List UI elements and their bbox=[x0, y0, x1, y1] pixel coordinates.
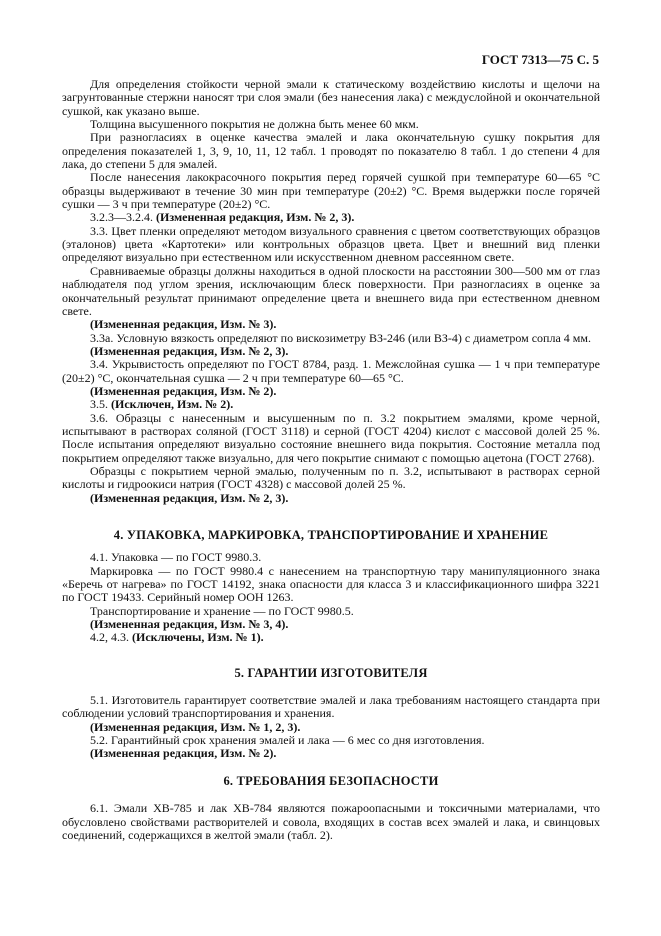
amendment-note: (Измененная редакция, Изм. № 1, 2, 3). bbox=[90, 719, 301, 734]
document-body bbox=[62, 78, 600, 842]
paragraph-text: 3.2.3—3.2.4. bbox=[90, 210, 156, 225]
paragraph-text: 3.6. Образцы с нанесенным и высушенным по п. 3.2 покрытием эмалями, кроме черной, испытывают в растворах соляной (ГОСТ 3118) и серной (ГОСТ 4204) кислот с массовой долей 25 %. После испытания определяют визуально состояние внешнего вида покрытия. Состояние металла под покрытием определяют также визуально, для чего покрытие снимают с помощью ацетона (ГОСТ 2768). bbox=[62, 410, 600, 465]
paragraph bbox=[62, 358, 600, 385]
paragraph-text: 4.1. Упаковка — по ГОСТ 9980.3. bbox=[90, 550, 262, 565]
paragraph bbox=[62, 734, 600, 747]
paragraph bbox=[62, 492, 600, 505]
paragraph bbox=[62, 118, 600, 131]
paragraph bbox=[62, 398, 600, 411]
paragraph-text: 3.5. bbox=[90, 397, 111, 412]
paragraph bbox=[62, 605, 600, 618]
amendment-note: (Исключены, Изм. № 1). bbox=[132, 630, 264, 645]
paragraph bbox=[62, 225, 600, 265]
paragraph-text: Маркировка — по ГОСТ 9980.4 с нанесением на транспортную тару манипуляционного знака «Беречь от нагрева» по ГОСТ 14192, знака опасности для класса 3 и классификационного шифра 3221 по ГОСТ 19433. Серийный номер ООН 1263. bbox=[62, 563, 600, 605]
section-6-body bbox=[62, 802, 600, 842]
amendment-note: (Исключен, Изм. № 2). bbox=[111, 397, 234, 412]
paragraph bbox=[62, 211, 600, 224]
paragraph-text: 5.1. Изготовитель гарантирует соответствие эмалей и лака требованиям настоящего стандарта при соблюдении условий транспортирования и хранения. bbox=[62, 693, 600, 721]
section-6-title: 6. ТРЕБОВАНИЯ БЕЗОПАСНОСТИ bbox=[223, 773, 439, 788]
paragraph bbox=[62, 747, 600, 760]
paragraph-text: Транспортирование и хранение — по ГОСТ 9980.5. bbox=[90, 603, 354, 618]
paragraph bbox=[62, 465, 600, 492]
paragraph bbox=[62, 694, 600, 721]
paragraph bbox=[62, 802, 600, 842]
page-header: ГОСТ 7313—75 С. 5 bbox=[481, 52, 599, 67]
paragraph-text: Образцы с покрытием черной эмалью, полученным по п. 3.2, испытывают в растворах серной кислоты и гидроокиси натрия (ГОСТ 4328) с массовой долей 25 %. bbox=[62, 463, 600, 492]
paragraph-text: 6.1. Эмали ХВ-785 и лак ХВ-784 являются пожароопасными и токсичными материалами, что обусловлено свойствами растворителей и совола, входящих в состав всех эмалей и лака, и свинцовых соединений, содержащихся в желтой эмали (табл. 2). bbox=[62, 801, 600, 842]
section-5-title: 5. ГАРАНТИИ ИЗГОТОВИТЕЛЯ bbox=[234, 665, 428, 680]
paragraph bbox=[62, 551, 600, 564]
paragraph bbox=[62, 332, 600, 345]
amendment-note: (Измененная редакция, Изм. № 3, 4). bbox=[90, 617, 289, 632]
paragraph bbox=[62, 412, 600, 465]
section-5-body bbox=[62, 694, 600, 761]
paragraph-text: Сравниваемые образцы должны находиться в одной плоскости на расстоянии 300—500 мм от глаз наблюдателя под углом зрения, исключающим блеск поверхности. При разногласиях в оценке за окончательный результат принимают определение цвета и внешнего вида при естественном дневном свете. bbox=[62, 263, 600, 318]
paragraph-text: Толщина высушенного покрытия не должна быть менее 60 мкм. bbox=[90, 117, 419, 132]
amendment-note: (Измененная редакция, Изм. № 2, 3). bbox=[90, 490, 289, 505]
paragraph bbox=[62, 171, 600, 211]
paragraph bbox=[62, 385, 600, 398]
paragraph-text: 5.2. Гарантийный срок хранения эмалей и лака — 6 мес со дня изготовления. bbox=[90, 733, 485, 748]
section-4-body bbox=[62, 551, 600, 644]
paragraph bbox=[62, 721, 600, 734]
amendment-note: (Измененная редакция, Изм. № 2, 3). bbox=[90, 343, 289, 358]
paragraph bbox=[62, 631, 600, 644]
paragraph bbox=[62, 265, 600, 318]
paragraph bbox=[62, 318, 600, 331]
amendment-note: (Измененная редакция, Изм. № 2). bbox=[90, 746, 277, 761]
paragraph bbox=[62, 565, 600, 605]
paragraph-text: Для определения стойкости черной эмали к статическому воздействию кислоты и щелочи на загрунтованные стержни наносят три слоя эмали (без нанесения лака) с междуслойной и окончательной сушкой, как указано выше. bbox=[62, 77, 600, 118]
amendment-note: (Измененная редакция, Изм. № 3). bbox=[90, 317, 277, 332]
section-3-continuation bbox=[62, 78, 600, 505]
paragraph-text: 4.2, 4.3. bbox=[90, 630, 132, 645]
paragraph bbox=[62, 78, 600, 118]
paragraph-text: При разногласиях в оценке качества эмалей и лака окончательную сушку покрытия для определения показателей 1, 3, 9, 10, 11, 12 табл. 1 проводят по показателю 8 табл. 1 до степени 4 для лака, до степени 5 для эмалей. bbox=[62, 130, 600, 172]
paragraph bbox=[62, 345, 600, 358]
paragraph-text: 3.3. Цвет пленки определяют методом визуального сравнения с цветом соответствующих образцов (эталонов) цвета «Картотеки» или контрольных образцов цвета. Цвет и внешний вид пленки определяют визуально при естественном или искусственном дневном рассеянном свете. bbox=[62, 223, 600, 265]
paragraph-text: 3.4. Укрывистость определяют по ГОСТ 8784, разд. 1. Межслойная сушка — 1 ч при температуре (20±2) °С, окончательная сушка — 2 ч при температуре 60—65 °С. bbox=[62, 357, 600, 385]
paragraph bbox=[62, 131, 600, 171]
section-4-title: 4. УПАКОВКА, МАРКИРОВКА, ТРАНСПОРТИРОВАНИЕ И ХРАНЕНИЕ bbox=[113, 528, 549, 542]
paragraph bbox=[62, 618, 600, 631]
paragraph-text: После нанесения лакокрасочного покрытия перед горячей сушкой при температуре 60—65 °С образцы выдерживают в течение 30 мин при температуре (20±2) °С. Время выдержки после горячей сушки — 3 ч при температуре (20±2) °С. bbox=[62, 170, 600, 212]
paragraph-text: 3.3а. Условную вязкость определяют по вискозиметру ВЗ-246 (или ВЗ-4) с диаметром сопла 4 мм. bbox=[90, 330, 591, 345]
amendment-note: (Измененная редакция, Изм. № 2). bbox=[90, 383, 277, 398]
amendment-note: (Измененная редакция, Изм. № 2, 3). bbox=[156, 210, 355, 225]
